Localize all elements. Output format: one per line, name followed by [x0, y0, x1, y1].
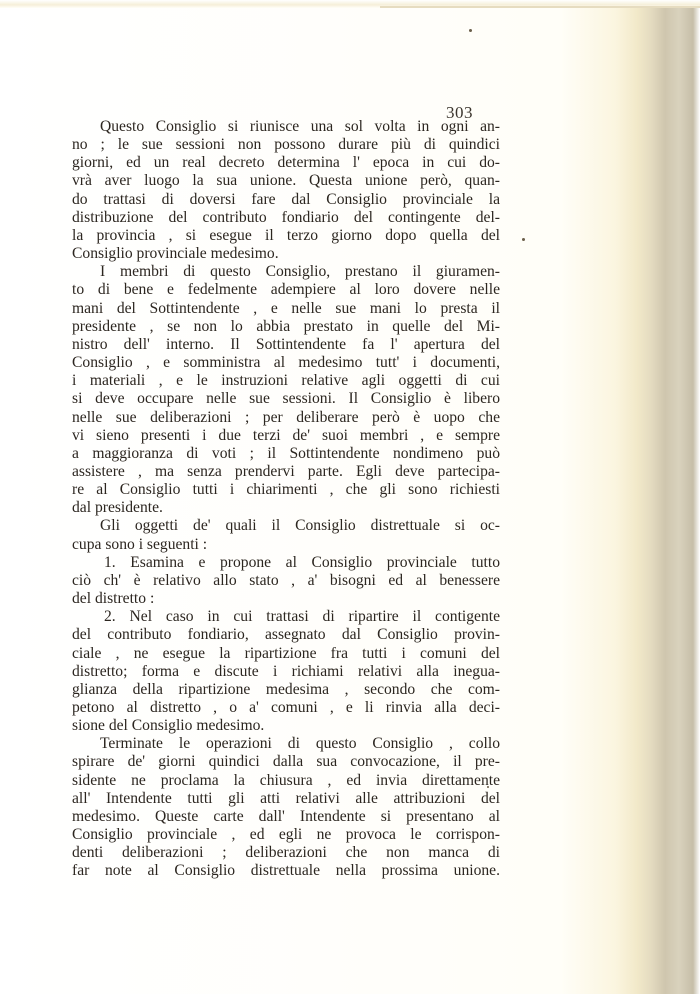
text-line: si deve occupare nelle sue sessioni. Il Consiglio è libero	[72, 390, 500, 408]
text-line: Consiglio , e somministra al medesimo tutt' i documenti,	[72, 354, 500, 372]
list-item	[72, 608, 500, 735]
text-line: nistro dell' interno. Il Sottintendente fa l' apertura del	[72, 335, 500, 353]
text-line: ciò ch' è relativo allo stato , a' bisogni ed al benessere	[72, 571, 500, 589]
text-line: vrà aver luogo la sua unione. Questa unione però, quan-	[72, 172, 500, 190]
paragraph	[72, 263, 500, 517]
text-line: del contributo fondiario, assegnato dal Consiglio provin-	[72, 626, 500, 644]
paragraph	[72, 517, 500, 553]
text-line: far note al Consiglio distrettuale nella prossima unione.	[72, 862, 500, 880]
text-line: 2. Nel caso in cui trattasi di ripartire il contigente	[104, 608, 500, 626]
text-line: Terminate le operazioni di questo Consiglio , collo	[100, 735, 500, 753]
page-number: 303	[446, 103, 473, 122]
text-line: ciale , ne esegue la ripartizione fra tutti i comuni del	[72, 644, 500, 662]
text-line: petono al distretto , o a' comuni , e li rinvia alla deci-	[72, 699, 500, 716]
text-line: a maggioranza di voti ; il Sottintendente nondimeno può	[72, 444, 500, 462]
text-line: medesimo. Queste carte dall' Intendente si presentano al	[72, 807, 500, 825]
text-line: glianza della ripartizione medesima , secondo che com-	[72, 680, 500, 698]
text-line: all' Intendente tutti gli atti relativi alle attribuzioni del	[72, 789, 500, 807]
text-line: sione del Consiglio medesimo.	[72, 717, 265, 735]
text-line: presidente , se non lo abbia prestato in quelle del Mi-	[72, 317, 500, 335]
text-line: do trattasi di doversi fare dal Consiglio provinciale la	[72, 190, 500, 208]
text-line: assistere , ma senza prendervi parte. Egli deve partecipa-	[72, 462, 500, 480]
text-line: vi sieno presenti i due terzi de' suoi membri , e sempre	[72, 426, 500, 444]
text-line: del distretto :	[72, 590, 155, 608]
text-line: giorni, ed un real decreto determina l' epoca in cui do-	[72, 154, 500, 172]
paragraph	[72, 735, 500, 880]
text-line: Consiglio provinciale , ed egli ne provoca le corrispon-	[72, 826, 500, 844]
text-line: denti deliberazioni ; deliberazioni che non manca di	[72, 844, 500, 862]
text-line: Gli oggetti de' quali il Consiglio distrettuale si oc-	[100, 517, 500, 535]
text-line: la provincia , si esegue il terzo giorno dopo quella del	[72, 226, 500, 244]
text-line: 1. Esamina e propone al Consiglio provinciale tutto	[104, 553, 500, 571]
text-line: cupa sono i seguenti :	[72, 535, 208, 553]
paragraph	[72, 118, 500, 263]
text-line: re al Consiglio tutti i chiarimenti , che gli sono richiesti	[72, 481, 500, 499]
page-top-edge-line	[380, 6, 700, 8]
text-line: Consiglio provinciale medesimo.	[72, 245, 279, 263]
text-line: i materiali , e le instruzioni relative agli oggetti di cui	[72, 372, 500, 390]
text-line: I membri di questo Consiglio, prestano il giuramen-	[100, 263, 500, 281]
text-line: distretto; forma e discute i richiami relativi alla inegua-	[72, 662, 500, 680]
text-line: mani del Sottintendente , e nelle sue mani lo presta il	[72, 299, 500, 317]
text-line: no ; le sue sessioni non possono durare più di quindici	[72, 136, 500, 154]
text-line: spirare de' giorni quindici dalla sua convocazione, il pre-	[72, 753, 500, 771]
text-line: distribuzione del contributo fondiario del contingente del-	[72, 208, 500, 226]
text-line: nelle sue deliberazioni ; per deliberare però è uopo che	[72, 408, 500, 426]
ink-speck	[522, 238, 525, 241]
text-line: Questo Consiglio si riunisce una sol volta in ogni an-	[100, 118, 500, 135]
text-line: sidente ne proclama la chiusura , ed invia direttamente	[72, 771, 500, 789]
body-text	[72, 118, 500, 881]
ink-speck	[469, 29, 472, 32]
text-line: to di bene e fedelmente adempiere al loro dovere nelle	[72, 281, 500, 299]
list-item	[72, 554, 500, 608]
text-line: dal presidente.	[72, 499, 163, 517]
